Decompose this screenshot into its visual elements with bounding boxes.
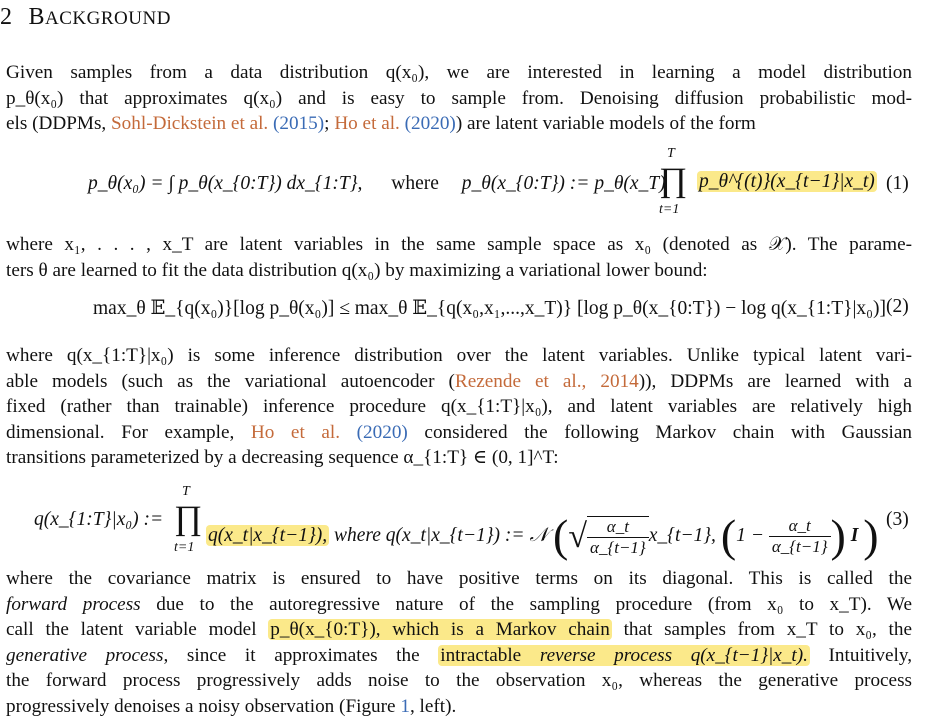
text-line: Given samples from a data distribution q(x₀), we are interested in learning a model distribution	[6, 62, 912, 83]
text-line: transitions parameterized by a decreasing sequence α_{1:T} ∈ (0, 1]^T:	[6, 447, 559, 468]
figure-reference-link[interactable]: 1	[400, 695, 410, 717]
text-line: where q(x_{1:T}|x₀) is some inference distribution over the latent variables. Unlike typical latent vari-	[6, 345, 912, 366]
eq1-left: p_θ(x₀) = ∫ p_θ(x_{0:T}) dx_{1:T},	[88, 173, 363, 194]
citation-link[interactable]: Rezende et al., 2014	[454, 370, 639, 392]
text-line: progressively denoises a noisy observation (Figure 1, left).	[6, 695, 457, 717]
paragraph-intro	[6, 60, 912, 137]
eq1-where: where	[391, 173, 439, 194]
equation-number: (3)	[886, 509, 909, 530]
eq3-right: q(x_t|x_{t−1}), where q(x_t|x_{t−1}) := 𝒩 (√ $\frac{\alpha\_t}{\alpha\_\{t-1\}}$ x_{t−1}, (1 − $\frac{\alpha\_t}{\alpha\_\{t-1\}}$ ) I )	[208, 510, 879, 561]
citation-link[interactable]: Sohl-Dickstein et al. (2015)	[111, 113, 325, 134]
equation-number: (2)	[886, 296, 909, 317]
paragraph-parameters	[6, 232, 912, 283]
section-title-rest: ACKGROUND	[45, 8, 171, 29]
text-line: the forward process progressively adds noise to the observation x₀, whereas the generative process	[6, 670, 912, 691]
text-line: call the latent variable model p_θ(x_{0:T}), which is a Markov chain that samples from x_T to x₀, the	[6, 619, 912, 640]
text-line: p_θ(x₀) that approximates q(x₀) and is easy to sample from. Denoising diffusion probabilistic mod-	[6, 87, 912, 109]
text-line: able models (such as the variational autoencoder (Rezende et al., 2014)), DDPMs are learned with a	[6, 370, 913, 392]
eq3-product-operator: T ∏ t=1	[174, 484, 202, 555]
text-line: dimensional. For example, Ho et al. (2020) considered the following Markov chain with Gaussian	[6, 421, 912, 443]
eq1-product-operator: T ∏ t=1	[659, 146, 687, 217]
text-line: ters θ are learned to fit the data distribution q(x₀) by maximizing a variational lower bound:	[6, 259, 708, 281]
citation-link[interactable]: Ho et al. (2020)	[250, 421, 408, 443]
highlighted-phrase: intractable reverse process q(x_{t−1}|x_t).	[440, 644, 808, 666]
eq1-highlighted-term: p_θ^{(t)}(x_{t−1}|x_t)	[699, 171, 875, 192]
paragraph-inference	[6, 343, 912, 471]
eq3-left: q(x_{1:T}|x₀) :=	[34, 509, 164, 530]
text-line: els (DDPMs, Sohl-Dickstein et al. (2015); Ho et al. (2020)) are latent variable models of the form	[6, 113, 756, 134]
section-number: 2	[0, 4, 13, 30]
eq1-right: p_θ(x_{0:T}) := p_θ(x_T)	[461, 173, 666, 194]
citation-link[interactable]: Ho et al. (2020)	[334, 113, 456, 134]
section-heading	[0, 4, 171, 31]
highlighted-phrase: p_θ(x_{0:T}), which is a Markov chain	[270, 619, 610, 640]
text-line: fixed (rather than trainable) inference procedure q(x_{1:T}|x₀), and latent variables are relatively high	[6, 396, 912, 417]
equation-number: (1)	[886, 173, 909, 194]
text-line: generative process, since it approximates the intractable reverse process q(x_{t−1}|x_t). Intuitively,	[6, 644, 913, 666]
paragraph-forward-process	[6, 566, 912, 719]
text-line: where x₁, . . . , x_T are latent variables in the same sample space as x₀ (denoted as 𝒳). The parame-	[6, 234, 912, 255]
equation-2: max_θ 𝔼_{q(x₀)}[log p_θ(x₀)] ≤ max_θ 𝔼_{q(x₀,x₁,...,x_T)} [log p_θ(x_{0:T}) − log q(x_{1:T}|x₀)]	[93, 298, 886, 319]
text-line: forward process due to the autoregressive nature of the sampling procedure (from x₀ to x_T). We	[6, 593, 912, 615]
eq3-highlighted-term: q(x_t|x_{t−1}),	[208, 525, 328, 546]
text-line: where the covariance matrix is ensured to have positive terms on its diagonal. This is called the	[6, 568, 912, 589]
equation-1	[88, 173, 666, 195]
section-title-initial: B	[28, 4, 46, 30]
